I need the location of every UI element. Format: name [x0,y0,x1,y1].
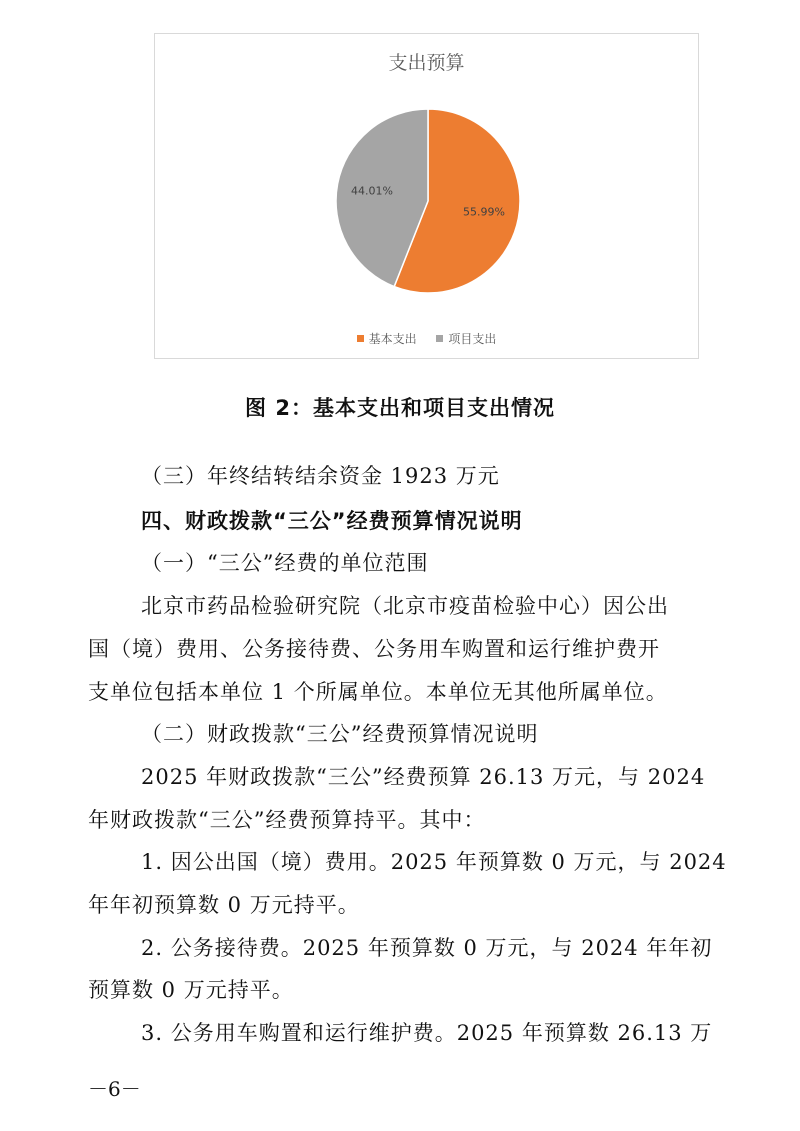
legend-item-project [436,330,496,347]
chart-legend [155,330,698,347]
paragraph-line: 支单位包括本单位 1 个所属单位。本单位无其他所属单位。 [88,680,668,704]
paragraph-line: 北京市药品检验研究院（北京市疫苗检验中心）因公出 [141,594,669,618]
section-three-line: （三）年终结转结余资金 1923 万元 [141,464,500,488]
chart-title: 支出预算 [388,52,465,74]
subsection-one-heading: （一）“三公”经费的单位范围 [141,551,429,575]
legend-swatch-project [436,335,443,342]
page-number: －6－ [88,1077,141,1101]
pie-chart [154,33,699,359]
legend-item-basic [357,330,417,347]
paragraph-line: 年财政拨款“三公”经费预算持平。其中： [88,808,486,832]
pie-chart-svg [155,34,700,360]
section-four-heading: 四、财政拨款“三公”经费预算情况说明 [141,509,523,533]
data-label-project: 44.01% [350,184,393,198]
legend-label-project: 项目支出 [448,332,497,346]
legend-label-basic: 基本支出 [368,332,417,346]
data-label-basic: 55.99% [463,205,506,219]
list-item-line: 2. 公务接待费。2025 年预算数 0 万元，与 2024 年年初 [141,936,713,960]
subsection-two-heading: （二）财政拨款“三公”经费预算情况说明 [141,722,539,746]
figure-caption: 图 2：基本支出和项目支出情况 [245,396,555,420]
paragraph-line: 国（境）费用、公务接待费、公务用车购置和运行维护费开 [88,637,660,661]
paragraph-line: 年年初预算数 0 万元持平。 [88,893,360,917]
list-item-line: 3. 公务用车购置和运行维护费。2025 年预算数 26.13 万 [141,1021,713,1045]
paragraph-line: 预算数 0 万元持平。 [88,978,294,1002]
list-item-line: 1. 因公出国（境）费用。2025 年预算数 0 万元，与 2024 [141,850,727,874]
paragraph-line: 2025 年财政拨款“三公”经费预算 26.13 万元，与 2024 [141,765,706,789]
legend-swatch-basic [357,335,364,342]
